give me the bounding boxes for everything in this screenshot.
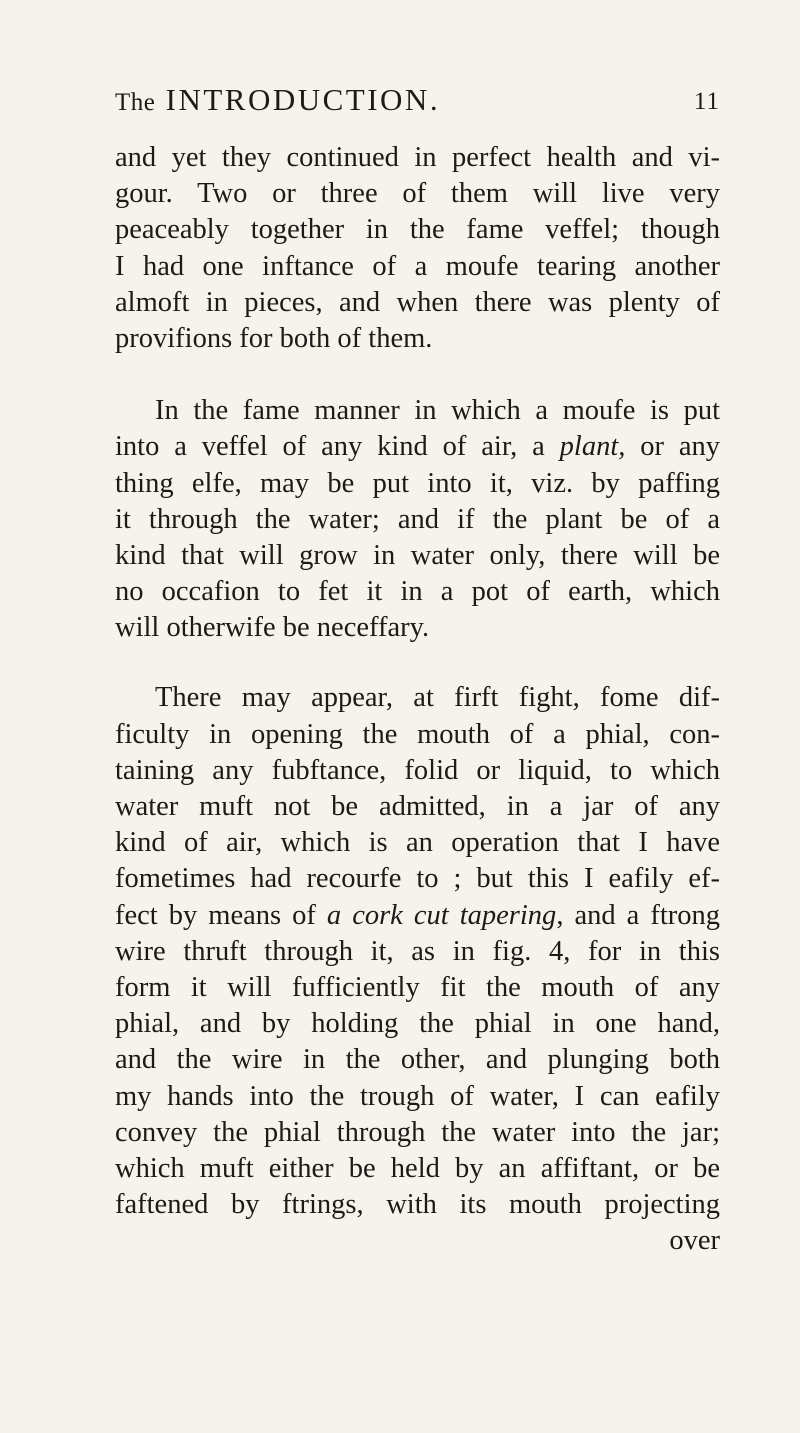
text-line-with-italic bbox=[115, 898, 720, 934]
page-header bbox=[115, 82, 720, 122]
paragraph-gap bbox=[115, 646, 720, 680]
running-head-the: The bbox=[115, 89, 156, 116]
running-head-title: INTRODUCTION. bbox=[165, 82, 441, 117]
page-number: 11 bbox=[693, 88, 720, 115]
paragraph-gap bbox=[115, 357, 720, 393]
text-segment: or any bbox=[625, 431, 721, 463]
italic-plant: plant, bbox=[559, 431, 626, 463]
text-line: and the wire in the other, and plunging both bbox=[115, 1044, 720, 1076]
text-line: will otherwife be neceffary. bbox=[115, 612, 430, 644]
text-line: gour. Two or three of them will live very bbox=[115, 178, 720, 210]
text-line: and yet they continued in perfect health and vi- bbox=[115, 142, 720, 173]
text-segment: into a veffel of any kind of air, a bbox=[115, 431, 560, 463]
text-line: which muft either be held by an affiftant, or be bbox=[115, 1152, 720, 1184]
text-line: I had one inftance of a moufe tearing another bbox=[115, 250, 720, 282]
text-line: my hands into the trough of water, I can eafily bbox=[115, 1080, 720, 1112]
paragraph-2 bbox=[115, 393, 720, 646]
text-line: water muft not be admitted, in a jar of any bbox=[115, 791, 720, 822]
text-line: wire thruft through it, as in fig. 4, for in this bbox=[115, 935, 720, 967]
text-line: taining any fubftance, folid or liquid, to which bbox=[115, 754, 720, 786]
text-line: it through the water; and if the plant be of a bbox=[115, 503, 720, 535]
text-line: provifions for both of them. bbox=[115, 322, 433, 354]
text-line: no occafion to fet it in a pot of earth, which bbox=[115, 576, 720, 608]
text-line: kind of air, which is an operation that I have bbox=[115, 827, 720, 859]
text-line: form it will fufficiently fit the mouth of any bbox=[115, 971, 720, 1003]
text-line: There may appear, at firft fight, fome dif- bbox=[155, 682, 720, 714]
text-line: kind that will grow in water only, there will be bbox=[115, 539, 720, 571]
text-line: faftened by ftrings, with its mouth projecting bbox=[115, 1189, 720, 1221]
text-line: peaceably together in the fame veffel; though bbox=[115, 214, 720, 246]
text-line: ficulty in opening the mouth of a phial, con- bbox=[115, 718, 720, 750]
text-line: almoft in pieces, and when there was plenty of bbox=[115, 286, 720, 318]
running-head bbox=[115, 82, 440, 118]
paragraph-1 bbox=[115, 140, 720, 357]
text-line: thing elfe, may be put into it, viz. by paffing bbox=[115, 467, 720, 499]
text-segment: fect by means of bbox=[115, 899, 327, 931]
page-body bbox=[115, 140, 720, 1259]
text-line: phial, and by holding the phial in one hand, bbox=[115, 1008, 720, 1040]
text-line: In the fame manner in which a moufe is put bbox=[155, 395, 720, 427]
text-line: convey the phial through the water into the jar; bbox=[115, 1116, 720, 1148]
paragraph-3 bbox=[115, 680, 720, 1259]
italic-cork-cut-tapering: a cork cut tapering bbox=[326, 899, 557, 931]
text-line: fometimes had recourfe to ; but this I eafily ef- bbox=[115, 863, 720, 895]
text-segment: , and a ftrong bbox=[556, 899, 720, 931]
catchword: over bbox=[669, 1225, 720, 1257]
text-line-with-italic bbox=[115, 429, 720, 465]
